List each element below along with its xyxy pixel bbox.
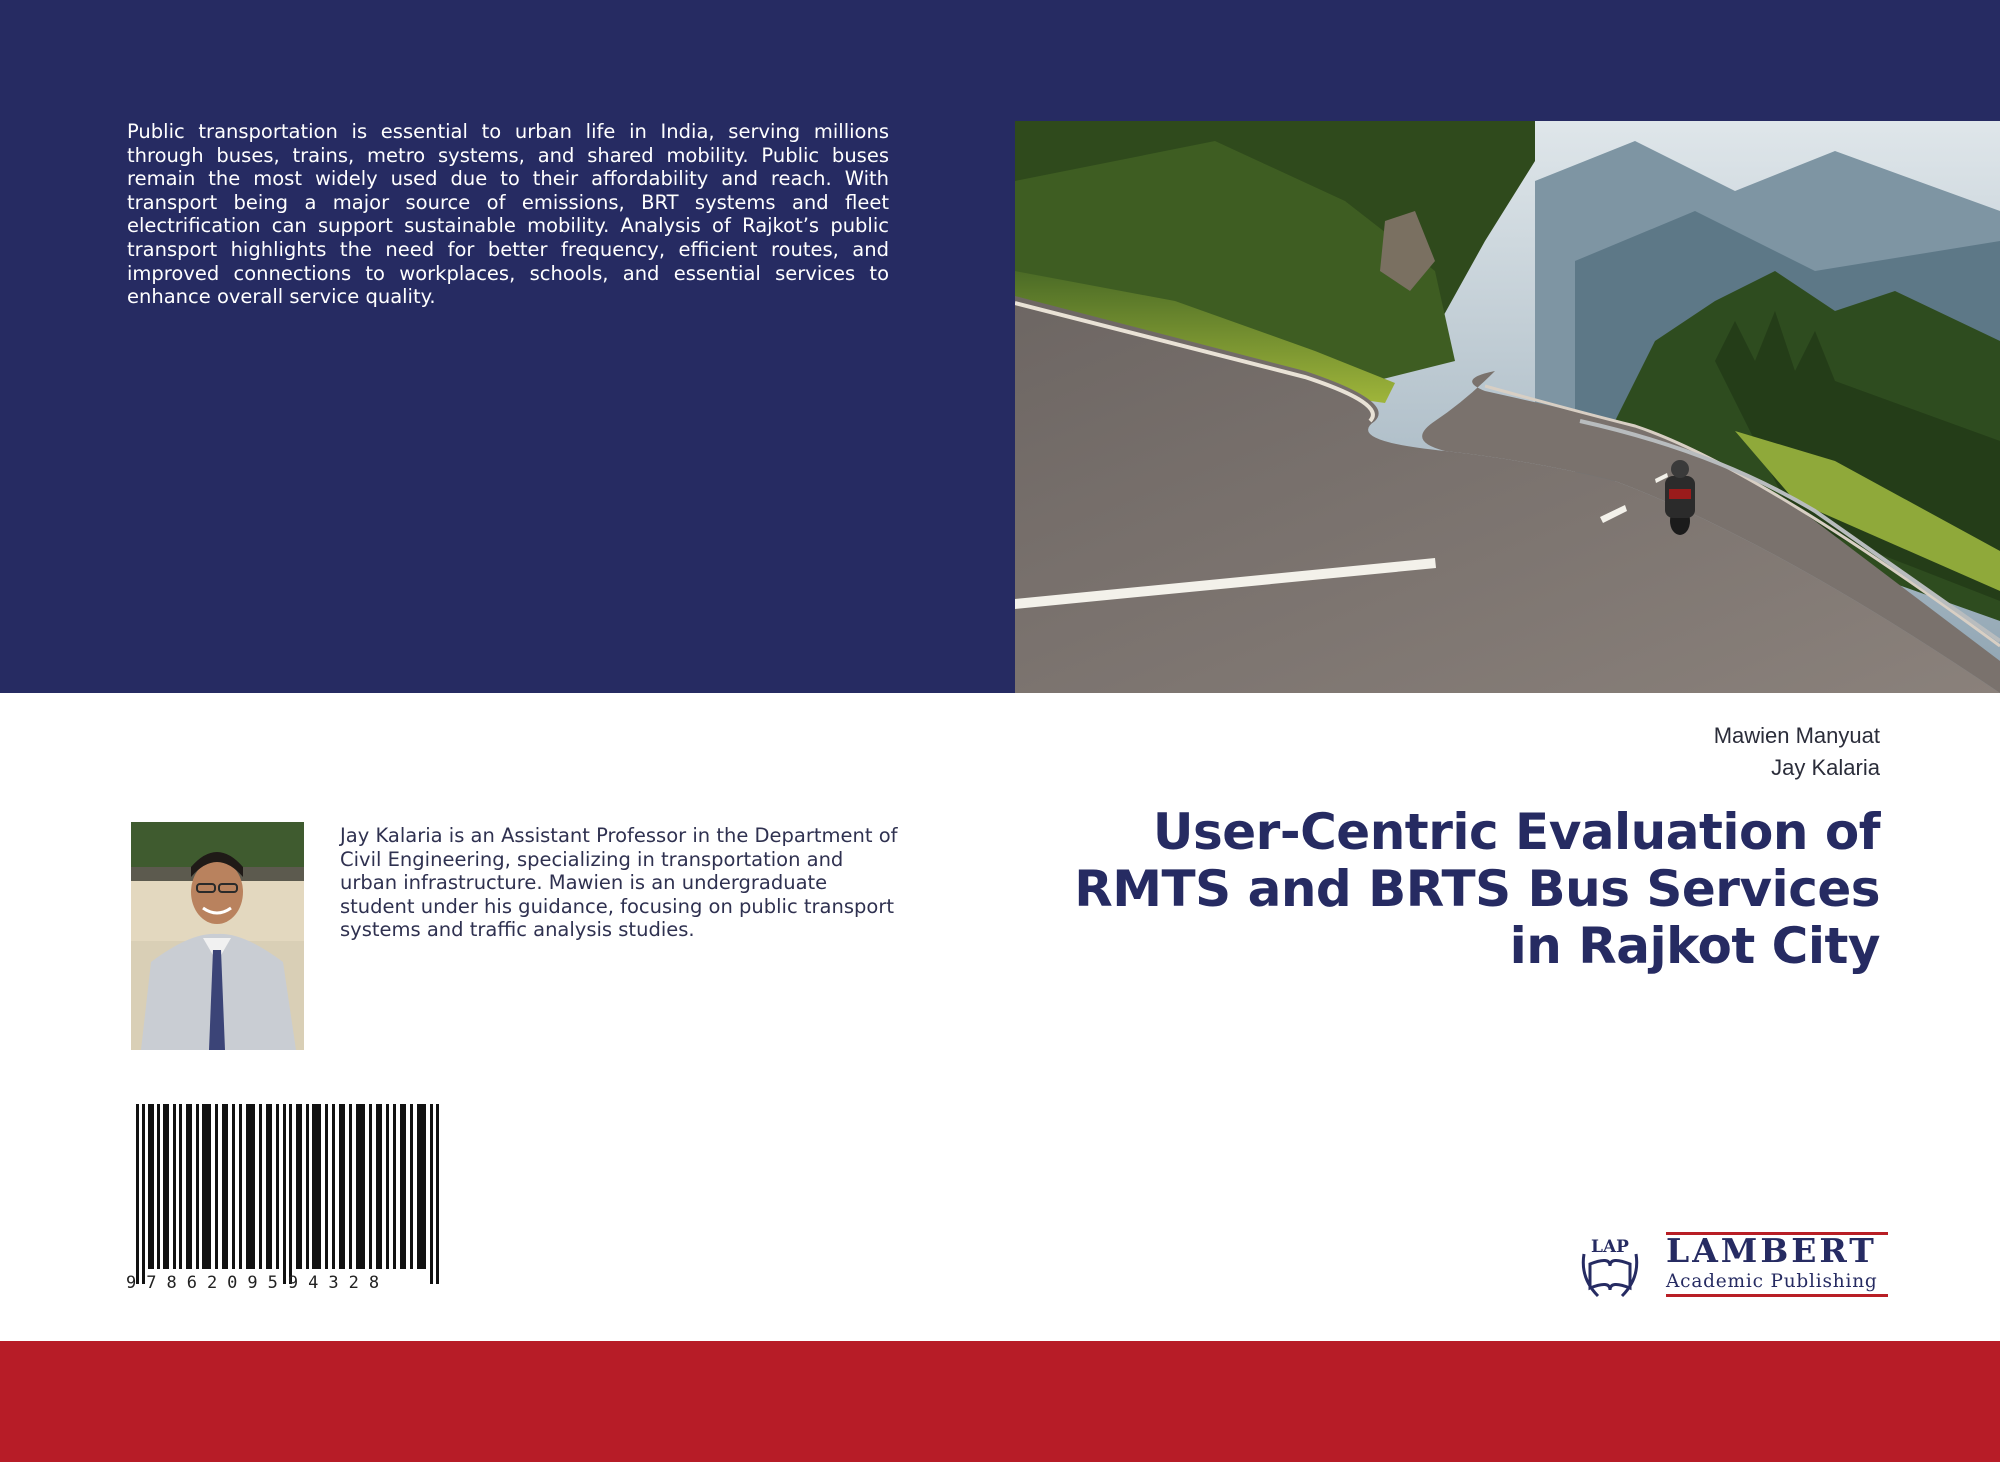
publisher-subtitle: Academic Publishing (1666, 1271, 1878, 1292)
author-name: Mawien Manyuat (1713, 723, 1880, 748)
publisher-rule-bottom (1666, 1294, 1888, 1297)
author-name: Jay Kalaria (1771, 755, 1880, 780)
front-cover-authors (1714, 720, 1880, 784)
author-bio: Jay Kalaria is an Assistant Professor in the Department of Civil Engineering, specializing in transportation and urban infrastructure. Mawien is an undergraduate student under his guidance, focusing on public transport systems and traffic analysis studies. (340, 824, 898, 941)
back-cover-blurb: Public transportation is essential to urban life in India, serving millions through buses, trains, metro systems, and shared mobility. Public buses remain the most widely used due to their affordability and reach. With transport being a major source of emissions, BRT systems and fleet electrification can support sustainable mobility. Analysis of Rajkot’s public transport highlights the need for better frequency, efficient routes, and improved connections to workplaces, schools, and essential services to enhance overall service quality. (127, 120, 889, 309)
isbn-digits: 9786209594328 (126, 1273, 390, 1293)
title-line: RMTS and BRTS Bus Services (1074, 860, 1880, 918)
title-line: User-Centric Evaluation of (1152, 803, 1880, 861)
author-portrait-image (131, 822, 304, 1050)
book-title (980, 804, 1880, 975)
publisher-name: LAMBERT (1666, 1231, 1877, 1270)
bottom-red-band (0, 1341, 2000, 1462)
isbn-barcode (126, 1094, 456, 1294)
winding-road-motorcycle-image (1015, 121, 2000, 693)
publisher-logo-text: LAP (1591, 1237, 1629, 1257)
cover-photo-road (1015, 121, 2000, 693)
title-line: in Rajkot City (1509, 917, 1880, 975)
